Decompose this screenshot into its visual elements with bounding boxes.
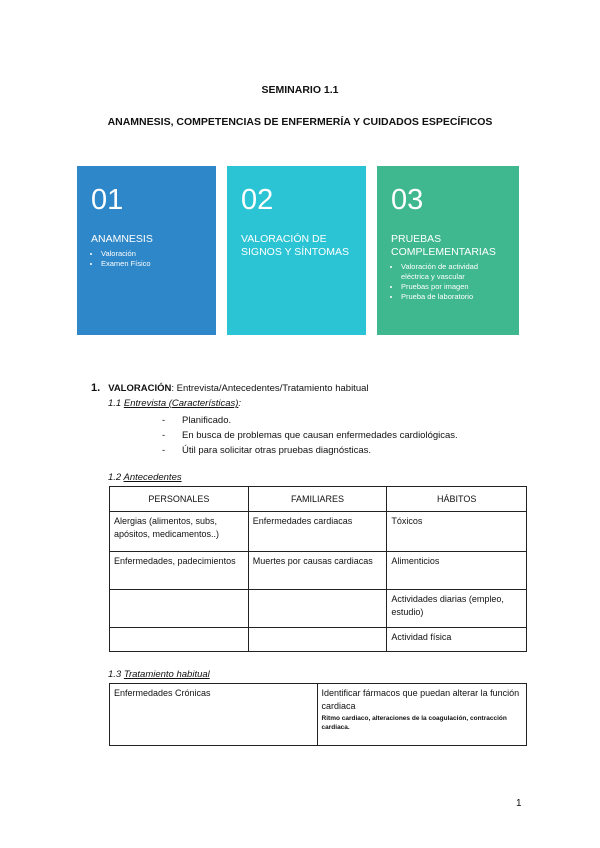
subsection-number: 1.2 xyxy=(108,472,124,483)
table-cell xyxy=(248,590,387,628)
card-heading: PRUEBAS COMPLEMENTARIAS xyxy=(391,233,496,258)
list-item: - En busca de problemas que causan enfermedades cardiológicas. xyxy=(162,430,458,441)
subsection-label: Tratamiento habitual xyxy=(123,669,210,680)
table-cell: Enfermedades Crónicas xyxy=(110,684,318,746)
table-cell xyxy=(248,628,387,652)
card-number: 02 xyxy=(241,184,274,216)
subsection-heading xyxy=(108,472,182,483)
list-item-text: En busca de problemas que causan enfermedades cardiológicas. xyxy=(182,430,458,441)
card-pruebas xyxy=(377,166,519,335)
document-title: SEMINARIO 1.1 xyxy=(261,84,339,96)
card-list-item: • Prueba de laboratorio xyxy=(401,292,505,302)
list-item-text: Útil para solicitar otras pruebas diagnósticas. xyxy=(182,445,372,456)
subsection-label: Entrevista (Características) xyxy=(123,398,239,409)
card-list-item: • Valoración de actividad eléctrica y vascular xyxy=(401,262,505,282)
card-anamnesis xyxy=(77,166,216,335)
card-valoracion xyxy=(227,166,366,335)
section-heading xyxy=(91,382,369,394)
subsection-label: Antecedentes xyxy=(123,472,182,483)
card-number: 03 xyxy=(391,184,424,216)
table-cell: Alergias (alimentos, subs, apósitos, medicamentos..) xyxy=(110,512,249,552)
subsection-number: 1.3 xyxy=(108,669,124,680)
table-cell: Actividad física xyxy=(387,628,527,652)
card-list xyxy=(391,262,505,302)
antecedentes-table xyxy=(109,486,527,652)
subsection-suffix: : xyxy=(238,398,242,409)
subsection-heading xyxy=(108,669,210,680)
table-cell: Actividades diarias (empleo, estudio) xyxy=(387,590,527,628)
table-header: FAMILIARES xyxy=(248,487,387,512)
table-row xyxy=(110,552,527,590)
list-item-text: Planificado. xyxy=(182,415,232,426)
tratamiento-table xyxy=(109,683,527,746)
page-number: 1 xyxy=(516,798,522,809)
table-cell: Enfermedades cardiacas xyxy=(248,512,387,552)
section-rest: : Entrevista/Antecedentes/Tratamiento habitual xyxy=(171,383,369,394)
table-cell: Muertes por causas cardiacas xyxy=(248,552,387,590)
table-row xyxy=(110,628,527,652)
table-cell: Tóxicos xyxy=(387,512,527,552)
table-cell: Alimenticios xyxy=(387,552,527,590)
table-header: HÁBITOS xyxy=(387,487,527,512)
table-row xyxy=(110,512,527,552)
card-list xyxy=(91,249,202,269)
section-number: 1. xyxy=(91,382,101,394)
table-cell xyxy=(317,684,526,746)
subsection-number: 1.1 xyxy=(108,398,124,409)
card-number: 01 xyxy=(91,184,124,216)
table-cell xyxy=(110,628,249,652)
list-item: - Planificado. xyxy=(162,415,232,426)
card-heading: ANAMNESIS xyxy=(91,233,153,245)
list-item: - Útil para solicitar otras pruebas diagnósticas. xyxy=(162,445,372,456)
table-row xyxy=(110,590,527,628)
table-header: PERSONALES xyxy=(110,487,249,512)
subsection-heading xyxy=(108,398,241,409)
card-list-item: • Pruebas por imagen xyxy=(401,282,505,292)
card-list-item: • Valoración xyxy=(101,249,202,259)
table-cell xyxy=(110,590,249,628)
cell-text: Identificar fármacos que puedan alterar la función cardiaca xyxy=(321,688,520,711)
document-subtitle: ANAMNESIS, COMPETENCIAS DE ENFERMERÍA Y CUIDADOS ESPECÍFICOS xyxy=(107,116,493,128)
table-cell: Enfermedades, padecimientos xyxy=(110,552,249,590)
card-list-item: • Examen Físico xyxy=(101,259,202,269)
card-heading: VALORACIÓN DE SIGNOS Y SÍNTOMAS xyxy=(241,233,349,258)
section-label: VALORACIÓN xyxy=(108,383,172,394)
table-row xyxy=(110,684,527,746)
cell-note: Ritmo cardiaco, alteraciones de la coagulación, contracción cardiaca. xyxy=(321,715,507,731)
